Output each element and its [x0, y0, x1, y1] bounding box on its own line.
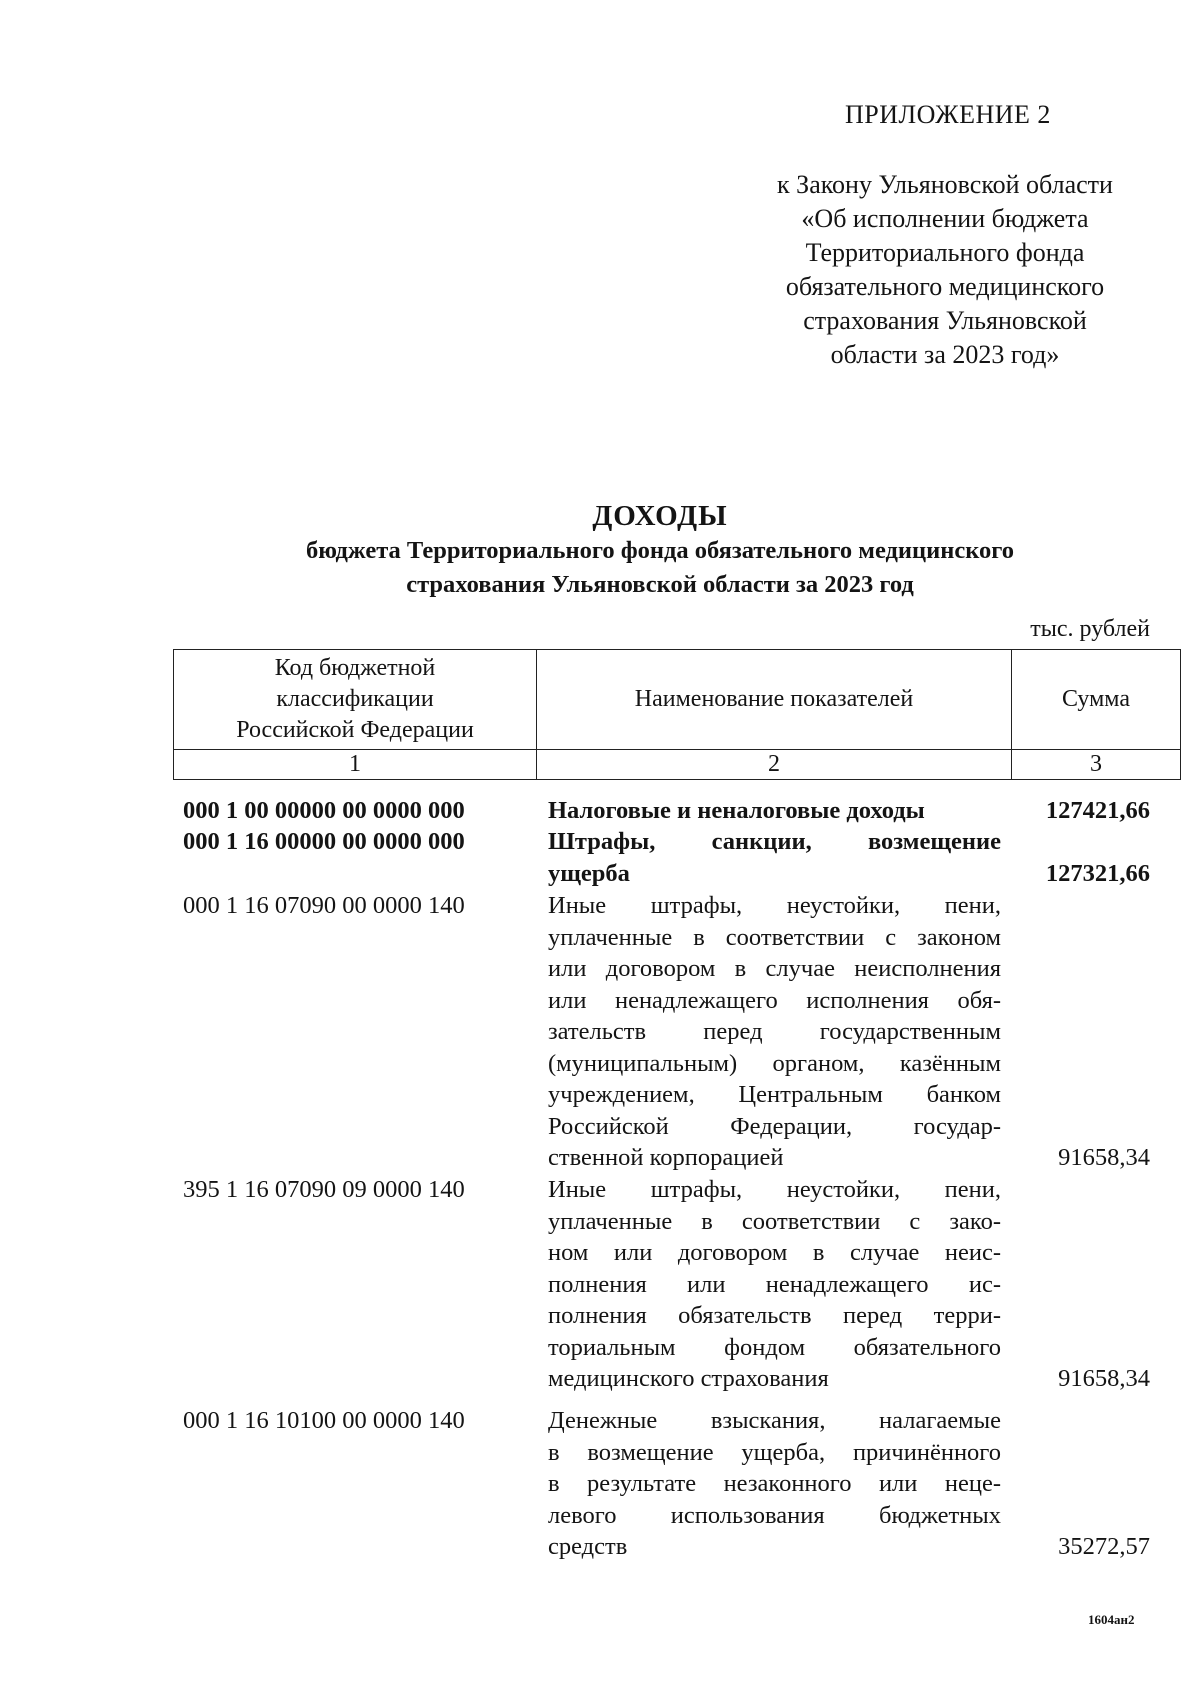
- row-code: 000 1 16 10100 00 0000 140: [183, 1407, 465, 1434]
- row-name-line: уплаченные в соответствии с законом: [548, 923, 1001, 951]
- row-name-line: Российской Федерации, государ-: [548, 1112, 1001, 1140]
- header-code-line: классификации: [276, 686, 434, 712]
- title-main: ДОХОДЫ: [592, 500, 728, 532]
- row-name: [548, 1405, 1001, 1563]
- row-name: [548, 826, 1001, 889]
- row-name-line: медицинского страхования: [548, 1365, 829, 1392]
- row-name-line: полнения или ненадлежащего ис-: [548, 1270, 1001, 1298]
- title-line: бюджета Территориального фонда обязательного медицинского: [305, 537, 1015, 564]
- row-name-line: ториальным фондом обязательного: [548, 1333, 1001, 1361]
- row-name-line: полнения обязательств перед терри-: [548, 1302, 1001, 1329]
- col-number: 1: [174, 750, 537, 780]
- document-title: [160, 498, 1160, 602]
- row-name-line: Иные штрафы, неустойки, пени,: [548, 1176, 1001, 1203]
- header-code-line: Код бюджетной: [274, 655, 436, 681]
- row-name-line: уплаченные в соответствии с зако-: [548, 1207, 1001, 1235]
- row-name-line: Штрафы, санкции, возмещение: [548, 828, 1001, 855]
- row-name-line: Денежные взыскания, налагаемые: [548, 1407, 1001, 1434]
- row-name-line: или договором в случае неисполнения: [548, 955, 1001, 982]
- row-name: [548, 890, 1001, 1174]
- row-name-line: в результате незаконного или неце-: [548, 1470, 1001, 1497]
- row-name: [548, 795, 1001, 827]
- row-sum: 91658,34: [1058, 1365, 1150, 1392]
- row-code: 000 1 00 00000 00 0000 000: [183, 797, 465, 824]
- appendix-line: к Закону Ульяновской области: [777, 170, 1113, 199]
- appendix-line: области за 2023 год»: [830, 340, 1060, 369]
- appendix-line: страхования Ульяновской: [803, 306, 1087, 335]
- row-name-line: левого использования бюджетных: [548, 1501, 1001, 1529]
- row-name-line: ственной корпорацией: [548, 1144, 784, 1171]
- row-code: 000 1 16 00000 00 0000 000: [183, 828, 465, 855]
- row-name: [548, 1174, 1001, 1395]
- row-name-line: (муниципальным) органом, казённым: [548, 1049, 1001, 1077]
- row-sum: 127421,66: [1045, 797, 1150, 824]
- header-code-line: Российской Федерации: [236, 717, 474, 743]
- row-sum: 35272,57: [1058, 1533, 1150, 1560]
- appendix-title: ПРИЛОЖЕНИЕ 2: [845, 100, 1051, 129]
- row-name-line: средств: [548, 1533, 628, 1560]
- row-name-line: ущерба: [548, 859, 630, 887]
- row-name-line: зательств перед государственным: [548, 1018, 1001, 1045]
- table-header: [173, 649, 1181, 780]
- header-name: Наименование показателей: [537, 650, 1012, 750]
- header-code: [174, 650, 537, 750]
- row-name-line: Налоговые и неналоговые доходы: [548, 797, 925, 824]
- row-sum: 127321,66: [1045, 859, 1150, 887]
- col-number: 2: [537, 750, 1012, 780]
- row-name-line: ном или договором в случае неис-: [548, 1239, 1001, 1266]
- row-name-line: Иные штрафы, неустойки, пени,: [548, 892, 1001, 919]
- row-sum: 91658,34: [1058, 1144, 1150, 1171]
- row-code: 395 1 16 07090 09 0000 140: [183, 1176, 465, 1203]
- row-code: 000 1 16 07090 00 0000 140: [183, 892, 465, 919]
- appendix-line: обязательного медицинского: [785, 272, 1105, 301]
- footer-code: 1604ан2: [1088, 1612, 1135, 1627]
- row-name-line: или ненадлежащего исполнения обя-: [548, 986, 1001, 1014]
- row-name-line: в возмещение ущерба, причинённого: [548, 1438, 1001, 1466]
- header-sum: Сумма: [1012, 650, 1181, 750]
- appendix-line: Территориального фонда: [805, 238, 1085, 267]
- col-number: 3: [1012, 750, 1181, 780]
- appendix-line: «Об исполнении бюджета: [801, 204, 1089, 233]
- units-label: тыс. рублей: [1030, 616, 1150, 642]
- title-line: страхования Ульяновской области за 2023 год: [406, 571, 914, 598]
- appendix-subtitle: [745, 168, 1145, 372]
- row-name-line: учреждением, Центральным банком: [548, 1081, 1001, 1108]
